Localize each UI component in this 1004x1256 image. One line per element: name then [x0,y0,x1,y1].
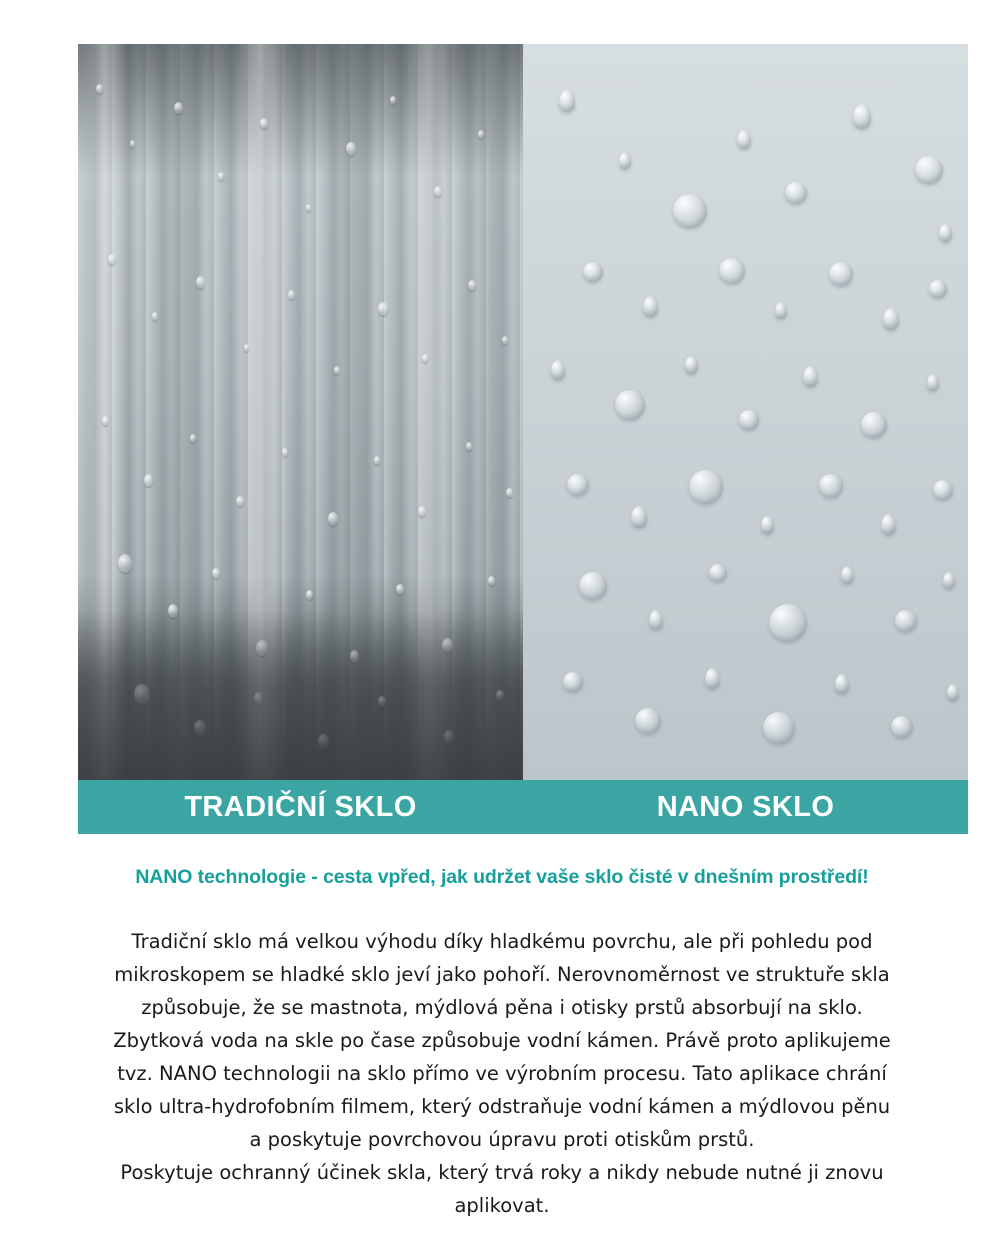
body-line: mikroskopem se hladké sklo jeví jako pohoří. Nerovnoměrnost ve struktuře skla [114,963,890,986]
water-beads-overlay [523,44,968,780]
nano-glass-label-text: NANO SKLO [656,790,835,823]
label-traditional-glass [78,780,523,834]
body-line: Zbytková voda na skle po čase způsobuje vodní kámen. Právě proto aplikujeme [113,1029,891,1052]
label-nano-glass [523,780,968,834]
comparison-label-bar [78,780,968,834]
traditional-glass-label-text: TRADIČNÍ SKLO [184,790,417,823]
body-line: způsobuje, že se mastnota, mýdlová pěna i otisky prstů absorbují na sklo. [141,996,863,1019]
body-line: sklo ultra-hydrofobním filmem, který odstraňuje vodní kámen a mýdlovou pěnu [113,1095,891,1118]
glass-comparison-figure [78,44,968,834]
dark-bottom-band [78,610,523,780]
body-line: Poskytuje ochranný účinek skla, který trvá roky a nikdy nebude nutné ji znovu aplikovat. [120,1161,884,1217]
traditional-glass-image [78,44,523,780]
headline-text: NANO technologie - cesta vpřed, jak udržet vaše sklo čisté v dnešním prostředí! [135,866,869,888]
body-line: tvz. NANO technologii na sklo přímo ve výrobním procesu. Tato aplikace chrání [117,1062,887,1085]
body-line: Tradiční sklo má velkou výhodu díky hladkému povrchu, ale při pohledu pod [131,930,873,953]
nano-glass-image [523,44,968,780]
body-line: a poskytuje povrchovou úpravu proti otiskům prstů. [249,1128,755,1151]
comparison-panels [78,44,968,780]
body-paragraph [78,925,926,1222]
